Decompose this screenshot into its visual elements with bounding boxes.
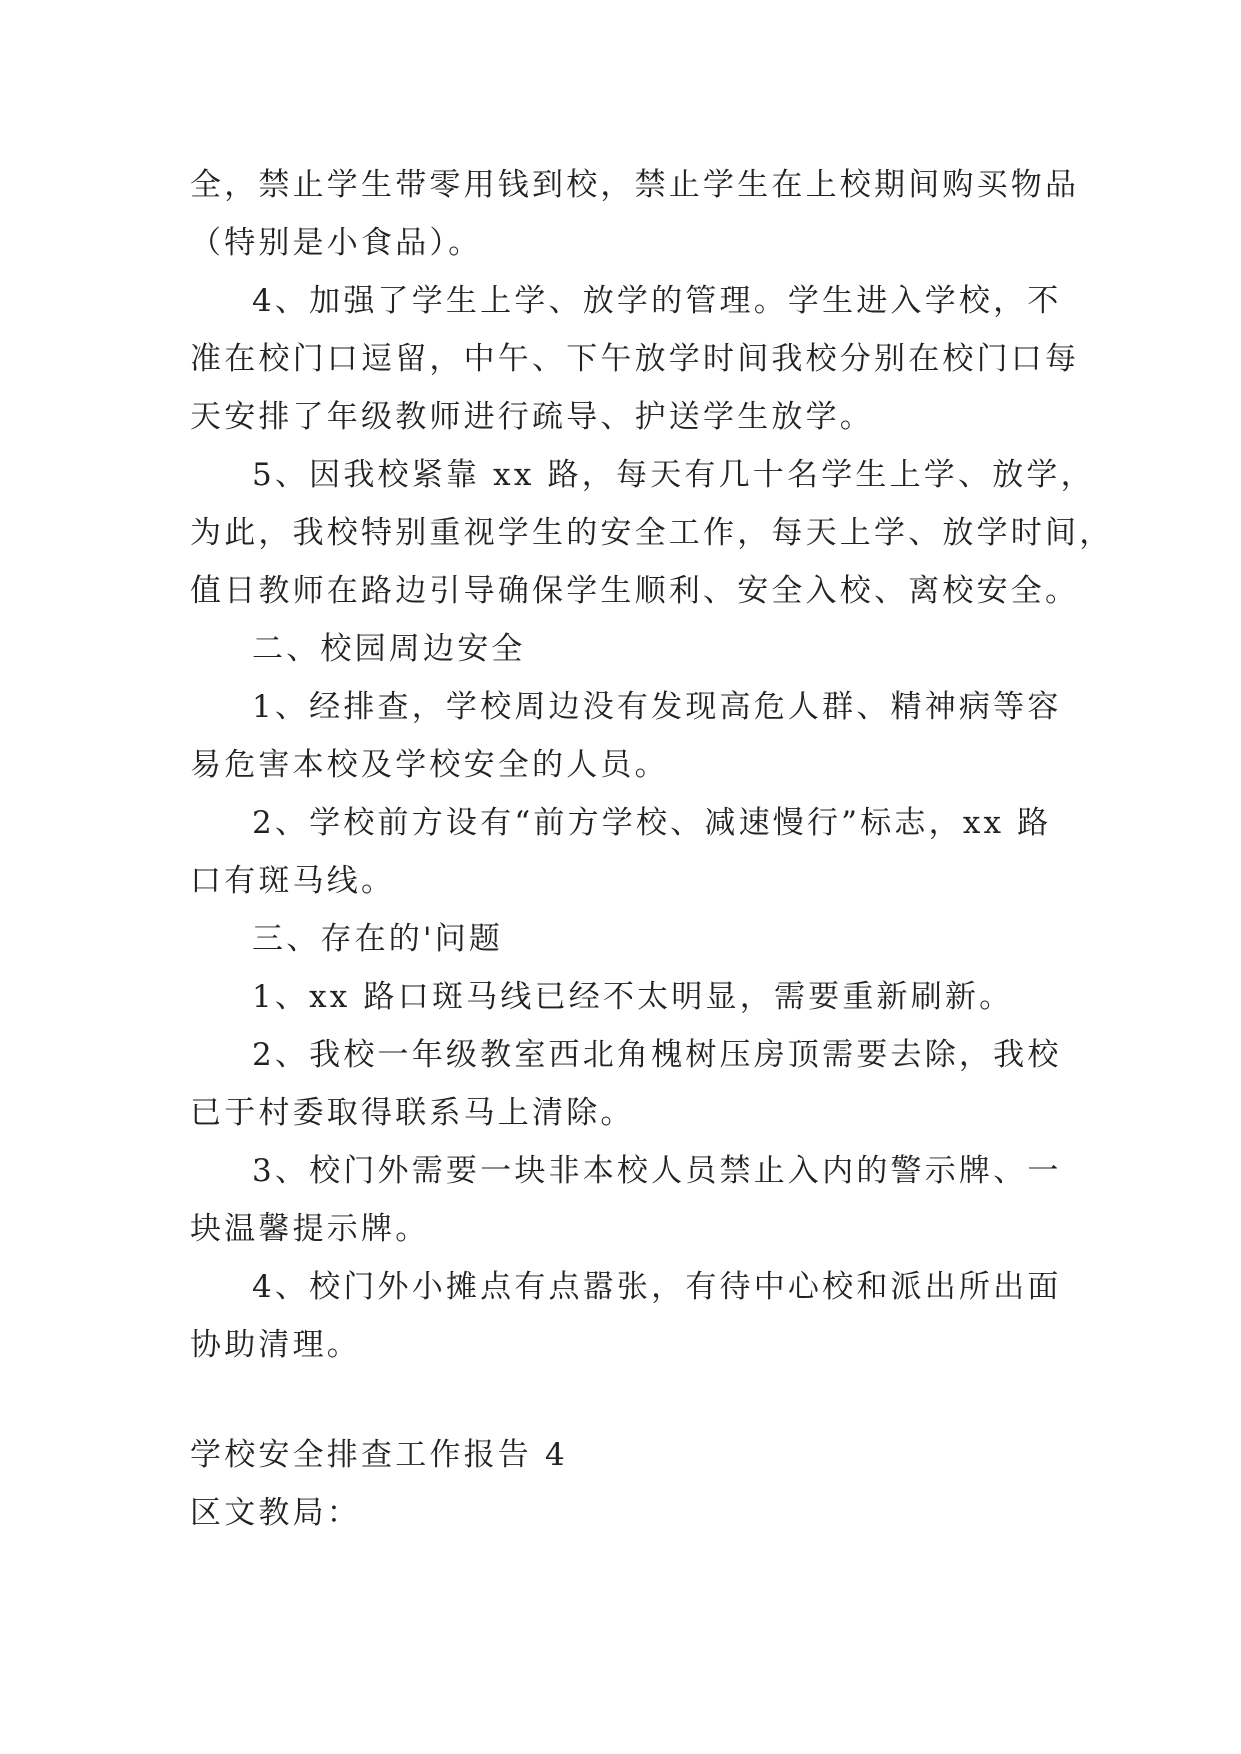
text-line: （特别是小食品）。 xyxy=(190,225,483,261)
text-line: 口有斑马线。 xyxy=(190,863,396,899)
text-line: 协助清理。 xyxy=(190,1327,361,1363)
text-line: 1、xx 路口斑马线已经不太明显，需要重新刷新。 xyxy=(252,979,1014,1015)
section-heading: 二、校园周边安全 xyxy=(252,631,526,667)
text-line: 准在校门口逗留，中午、下午放学时间我校分别在校门口每 xyxy=(190,341,1080,377)
text-line: 4、校门外小摊点有点嚣张，有待中心校和派出所出面 xyxy=(252,1269,1062,1305)
next-report-header xyxy=(190,1426,1060,1542)
section-heading: 三、存在的'问题 xyxy=(252,921,504,957)
report-body xyxy=(190,156,1114,1374)
text-line: 2、我校一年级教室西北角槐树压房顶需要去除，我校 xyxy=(252,1037,1062,1073)
salutation: 区文教局： xyxy=(190,1495,361,1531)
text-line: 为此，我校特别重视学生的安全工作，每天上学、放学时间， xyxy=(190,515,1114,551)
text-line: 值日教师在路边引导确保学生顺利、安全入校、离校安全。 xyxy=(190,573,1080,609)
text-line: 块温馨提示牌。 xyxy=(190,1211,430,1247)
text-line: 5、因我校紧靠 xx 路，每天有几十名学生上学、放学， xyxy=(252,457,1095,493)
text-line: 2、学校前方设有“前方学校、减速慢行”标志，xx 路 xyxy=(252,805,1052,841)
text-line: 4、加强了学生上学、放学的管理。学生进入学校，不 xyxy=(252,283,1062,319)
text-line: 全，禁止学生带零用钱到校，禁止学生在上校期间购买物品 xyxy=(190,167,1080,203)
text-line: 已于村委取得联系马上清除。 xyxy=(190,1095,635,1131)
text-line: 3、校门外需要一块非本校人员禁止入内的警示牌、一 xyxy=(252,1153,1062,1189)
text-line: 易危害本校及学校安全的人员。 xyxy=(190,747,669,783)
text-line: 1、经排查，学校周边没有发现高危人群、精神病等容 xyxy=(252,689,1062,725)
text-line: 天安排了年级教师进行疏导、护送学生放学。 xyxy=(190,399,874,435)
report-title: 学校安全排查工作报告 4 xyxy=(190,1437,568,1473)
